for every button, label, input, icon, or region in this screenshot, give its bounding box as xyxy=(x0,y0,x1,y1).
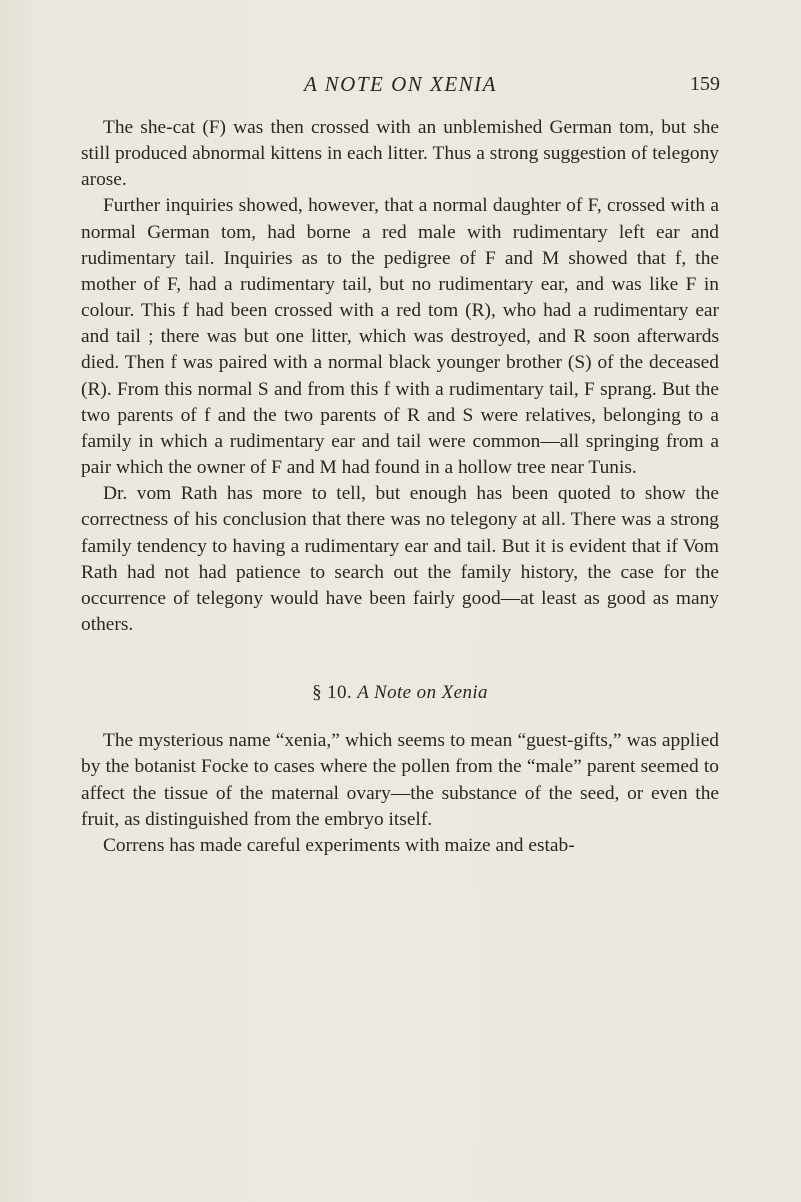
running-head xyxy=(0,72,801,102)
section-heading xyxy=(81,680,719,706)
paragraph-telegony-suggestion: The she-cat (F) was then crossed with an unblemished German tom, but she still produced abnormal kittens in each litter. Thus a strong suggestion of telegony arose. xyxy=(81,117,719,191)
paragraph-correns-experiments: Correns has made careful experiments with maize and estab- xyxy=(103,834,575,856)
body-text xyxy=(81,115,719,859)
paragraph-vom-rath-conclusion: Dr. vom Rath has more to tell, but enough has been quoted to show the correctness of his conclusion that there was no telegony at all. There was a strong family tendency to having a rudimentary ear and tail. But it is evident that if Vom Rath had not had patience to search out the family history, the case for the occurrence of telegony would have been fairly good—at least as good as many others. xyxy=(81,483,719,635)
running-title: A NOTE ON XENIA xyxy=(303,72,498,96)
paragraph-xenia-definition: The mysterious name “xenia,” which seems to mean “guest-gifts,” was applied by the botanist Focke to cases where the pollen from the “male” parent seemed to affect the tissue of the maternal ovary—the substance of the seed, or even the fruit, as distinguished from the embryo itself. xyxy=(81,730,719,830)
section-number: § 10. xyxy=(312,682,353,704)
page-number: 159 xyxy=(690,73,720,95)
section-title: A Note on Xenia xyxy=(357,682,488,704)
paragraph-pedigree-inquiries: Further inquiries showed, however, that a normal daughter of F, crossed with a normal German tom, had borne a red male with rudimentary left ear and rudimentary tail. Inquiries as to the pedigree of F and M showed that f, the mother of F, had a rudimentary tail, but no rudimentary ear, and was like F in colour. This f had been crossed with a red tom (R), who had a rudimentary ear and tail ; there was but one litter, which was destroyed, and R soon afterwards died. Then f was paired with a normal black younger brother (S) of the deceased (R). From this normal S and from this f with a rudimentary tail, F sprang. But the two parents of f and the two parents of R and S were relatives, belonging to a family in which a rudimentary ear and tail were common—all springing from a pair which the owner of F and M had found in a hollow tree near Tunis. xyxy=(81,195,719,479)
